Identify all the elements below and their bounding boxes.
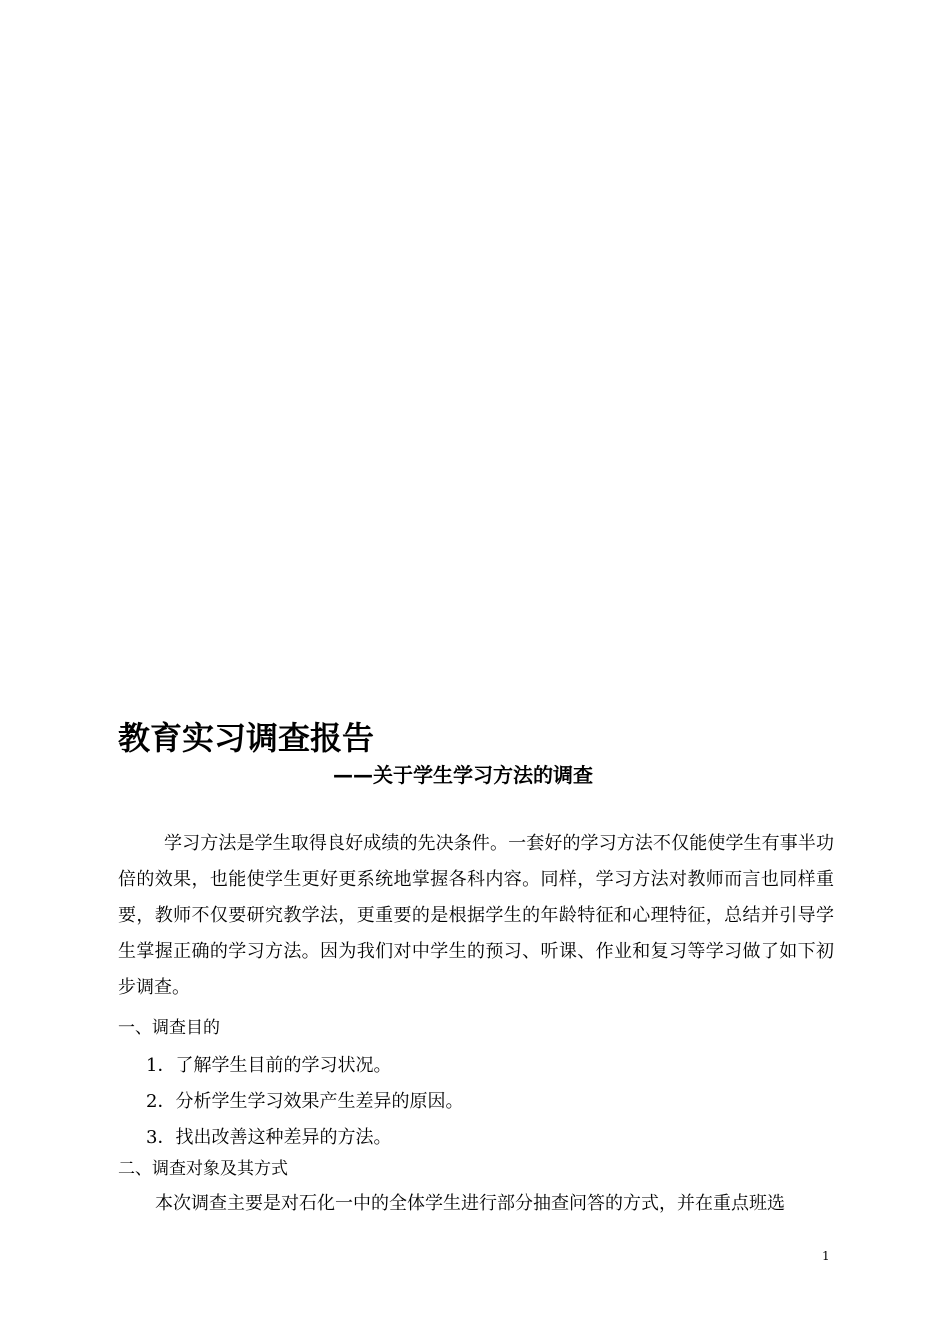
list-item: 3．找出改善这种差异的方法。 (146, 1127, 392, 1148)
subjects-paragraph: 本次调查主要是对石化一中的全体学生进行部分抽查问答的方式，并在重点班选 (155, 1193, 785, 1214)
section-heading-subjects: 二、调查对象及其方式 (118, 1159, 288, 1179)
report-subtitle: ——关于学生学习方法的调查 (333, 763, 593, 787)
list-item: 1．了解学生目前的学习状况。 (146, 1055, 392, 1076)
section-heading-purpose: 一、调查目的 (118, 1018, 220, 1038)
intro-paragraph: 学习方法是学生取得良好成绩的先决条件。一套好的学习方法不仅能使学生有事半功倍的效果，也能使学生更好更系统地掌握各科内容。同样，学习方法对教师而言也同样重要，教师不仅要研究教学法，更重要的是根据学生的年龄特征和心理特征，总结并引导学生掌握正确的学习方法。因为我们对中学生的预习、听课、作业和复习等学习做了如下初步调查。 (118, 833, 834, 998)
page-number: 1 (822, 1249, 830, 1263)
report-title: 教育实习调查报告 (118, 719, 375, 757)
purpose-list (146, 1048, 463, 1156)
list-item: 2．分析学生学习效果产生差异的原因。 (146, 1091, 464, 1112)
